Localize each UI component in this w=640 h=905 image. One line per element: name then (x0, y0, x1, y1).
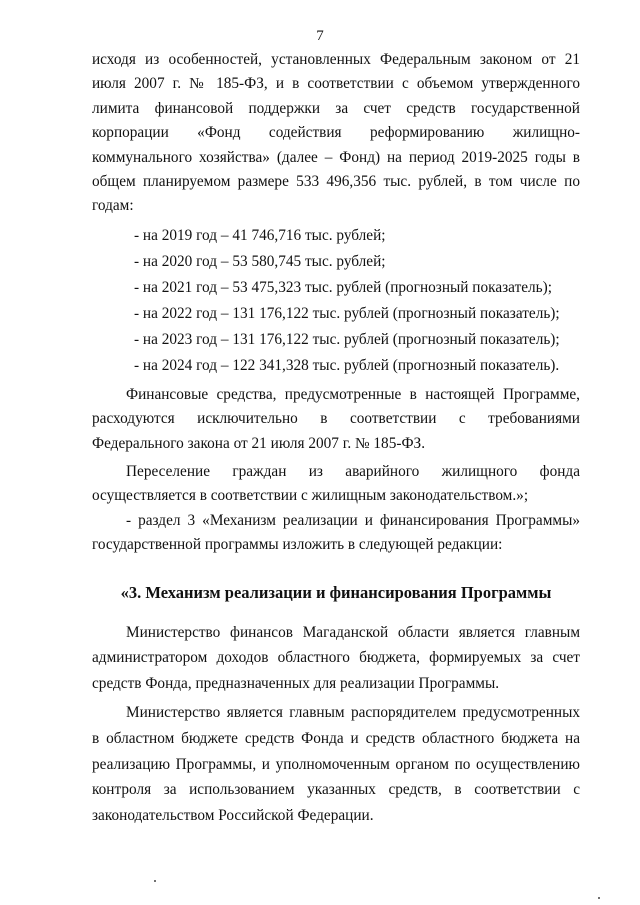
paragraph-ministry-role: Министерство является главным распорядителем предусмотренных в областном бюджете средств Фонда и средств областного бюджета на реализацию Программы, и уполномоченным органом по осуществлению контроля за использованием указанных средств, в соответствии с законодательством Российской Федерации. (92, 704, 580, 824)
list-item: - на 2023 год – 131 176,122 тыс. рублей (прогнозный показатель); (134, 330, 560, 348)
paragraph-ministry-finance: Министерство финансов Магаданской области является главным администратором доходов областного бюджета, формируемых за счет средств Фонда, предназначенных для реализации Программы. (92, 623, 580, 692)
paragraph-section-amendment: - раздел 3 «Механизм реализации и финансирования Программы» государственной программы изложить в следующей редакции: (92, 511, 580, 554)
scan-speck (154, 880, 156, 882)
list-item: - на 2021 год – 53 475,323 тыс. рублей (прогнозный показатель); (134, 278, 552, 296)
paragraph-financial-means: Финансовые средства, предусмотренные в настоящей Программе, расходуются исключительно в соответствии с требованиями Федерального закона от 21 июля 2007 г. № 185-ФЗ. (92, 385, 580, 452)
funding-by-year-list (92, 223, 580, 379)
scan-speck (598, 897, 600, 899)
document-body (92, 48, 580, 828)
section-heading: «3. Механизм реализации и финансирования Программы (120, 582, 552, 602)
paragraph-funding-intro: исходя из особенностей, установленных Федеральным законом от 21 июля 2007 г. № 185-ФЗ, и в соответствии с объемом утвержденного лимита финансовой поддержки за счет средств государственной корпорации «Фонд содействия реформированию жилищно-коммунального хозяйства» (далее – Фонд) на период 2019-2025 годы в общем планируемом размере 533 496,356 тыс. рублей, в том числе по годам: (92, 51, 580, 215)
list-item: - на 2020 год – 53 580,745 тыс. рублей; (134, 252, 386, 270)
list-item: - на 2019 год – 41 746,716 тыс. рублей; (134, 226, 386, 244)
list-item: - на 2024 год – 122 341,328 тыс. рублей (прогнозный показатель). (134, 356, 560, 374)
list-item: - на 2022 год – 131 176,122 тыс. рублей (прогнозный показатель); (134, 304, 560, 322)
paragraph-resettlement: Переселение граждан из аварийного жилищного фонда осуществляется в соответствии с жилищным законодательством.»; (92, 463, 580, 505)
page-number: 7 (316, 28, 324, 44)
